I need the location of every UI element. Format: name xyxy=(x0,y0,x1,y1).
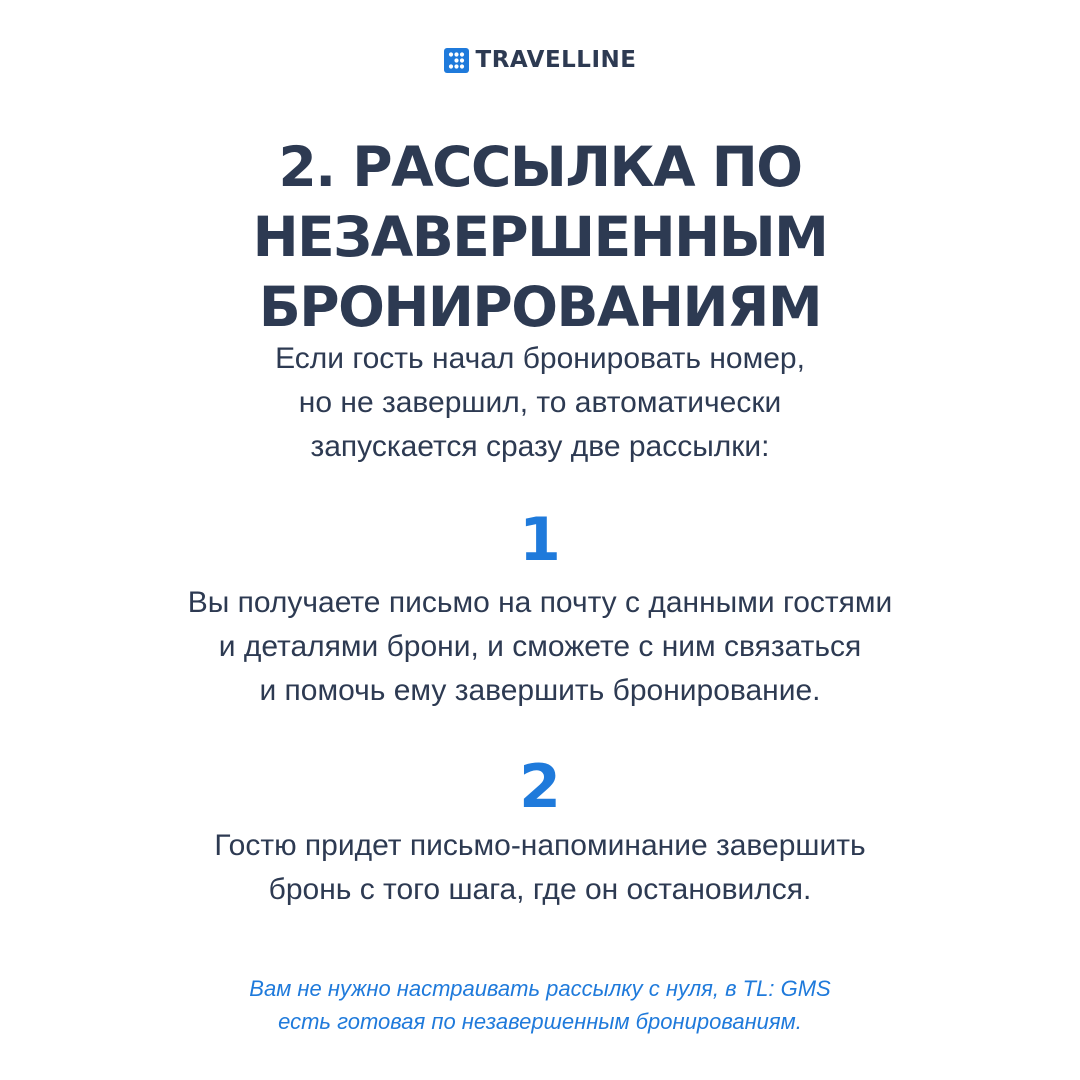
brand-name: TRAVELLINE xyxy=(475,47,637,73)
step-2-description xyxy=(60,824,1020,912)
step-2-number: 2 xyxy=(519,752,561,822)
step-1-line: и деталями брони, и сможете с ним связаться xyxy=(218,630,862,663)
intro-line: но не завершил, то автоматически xyxy=(298,386,782,419)
brand-logo xyxy=(0,48,1080,73)
title-line: 2. РАССЫЛКА ПО НЕЗАВЕРШЕННЫМ xyxy=(252,135,828,269)
intro-line: запускается сразу две рассылки: xyxy=(310,430,770,463)
title-line: БРОНИРОВАНИЯМ xyxy=(258,275,822,339)
footer-note xyxy=(60,972,1020,1038)
dot-grid-logo-icon xyxy=(444,48,469,73)
step-1-line: Вы получаете письмо на почту с данными гостями xyxy=(187,586,893,619)
step-1-description xyxy=(60,581,1020,713)
intro-paragraph xyxy=(60,337,1020,469)
step-1-number: 1 xyxy=(519,505,561,575)
step-1-line: и помочь ему завершить бронирование. xyxy=(259,674,821,707)
note-line: есть готовая по незавершенным бронированиям. xyxy=(278,1009,802,1034)
note-line: Вам не нужно настраивать рассылку с нуля, в TL: GMS xyxy=(249,976,831,1001)
intro-line: Если гость начал бронировать номер, xyxy=(275,342,805,375)
page-title xyxy=(40,132,1040,342)
step-2-line: бронь с того шага, где он остановился. xyxy=(268,873,812,906)
step-2-line: Гостю придет письмо-напоминание завершить xyxy=(214,829,866,862)
